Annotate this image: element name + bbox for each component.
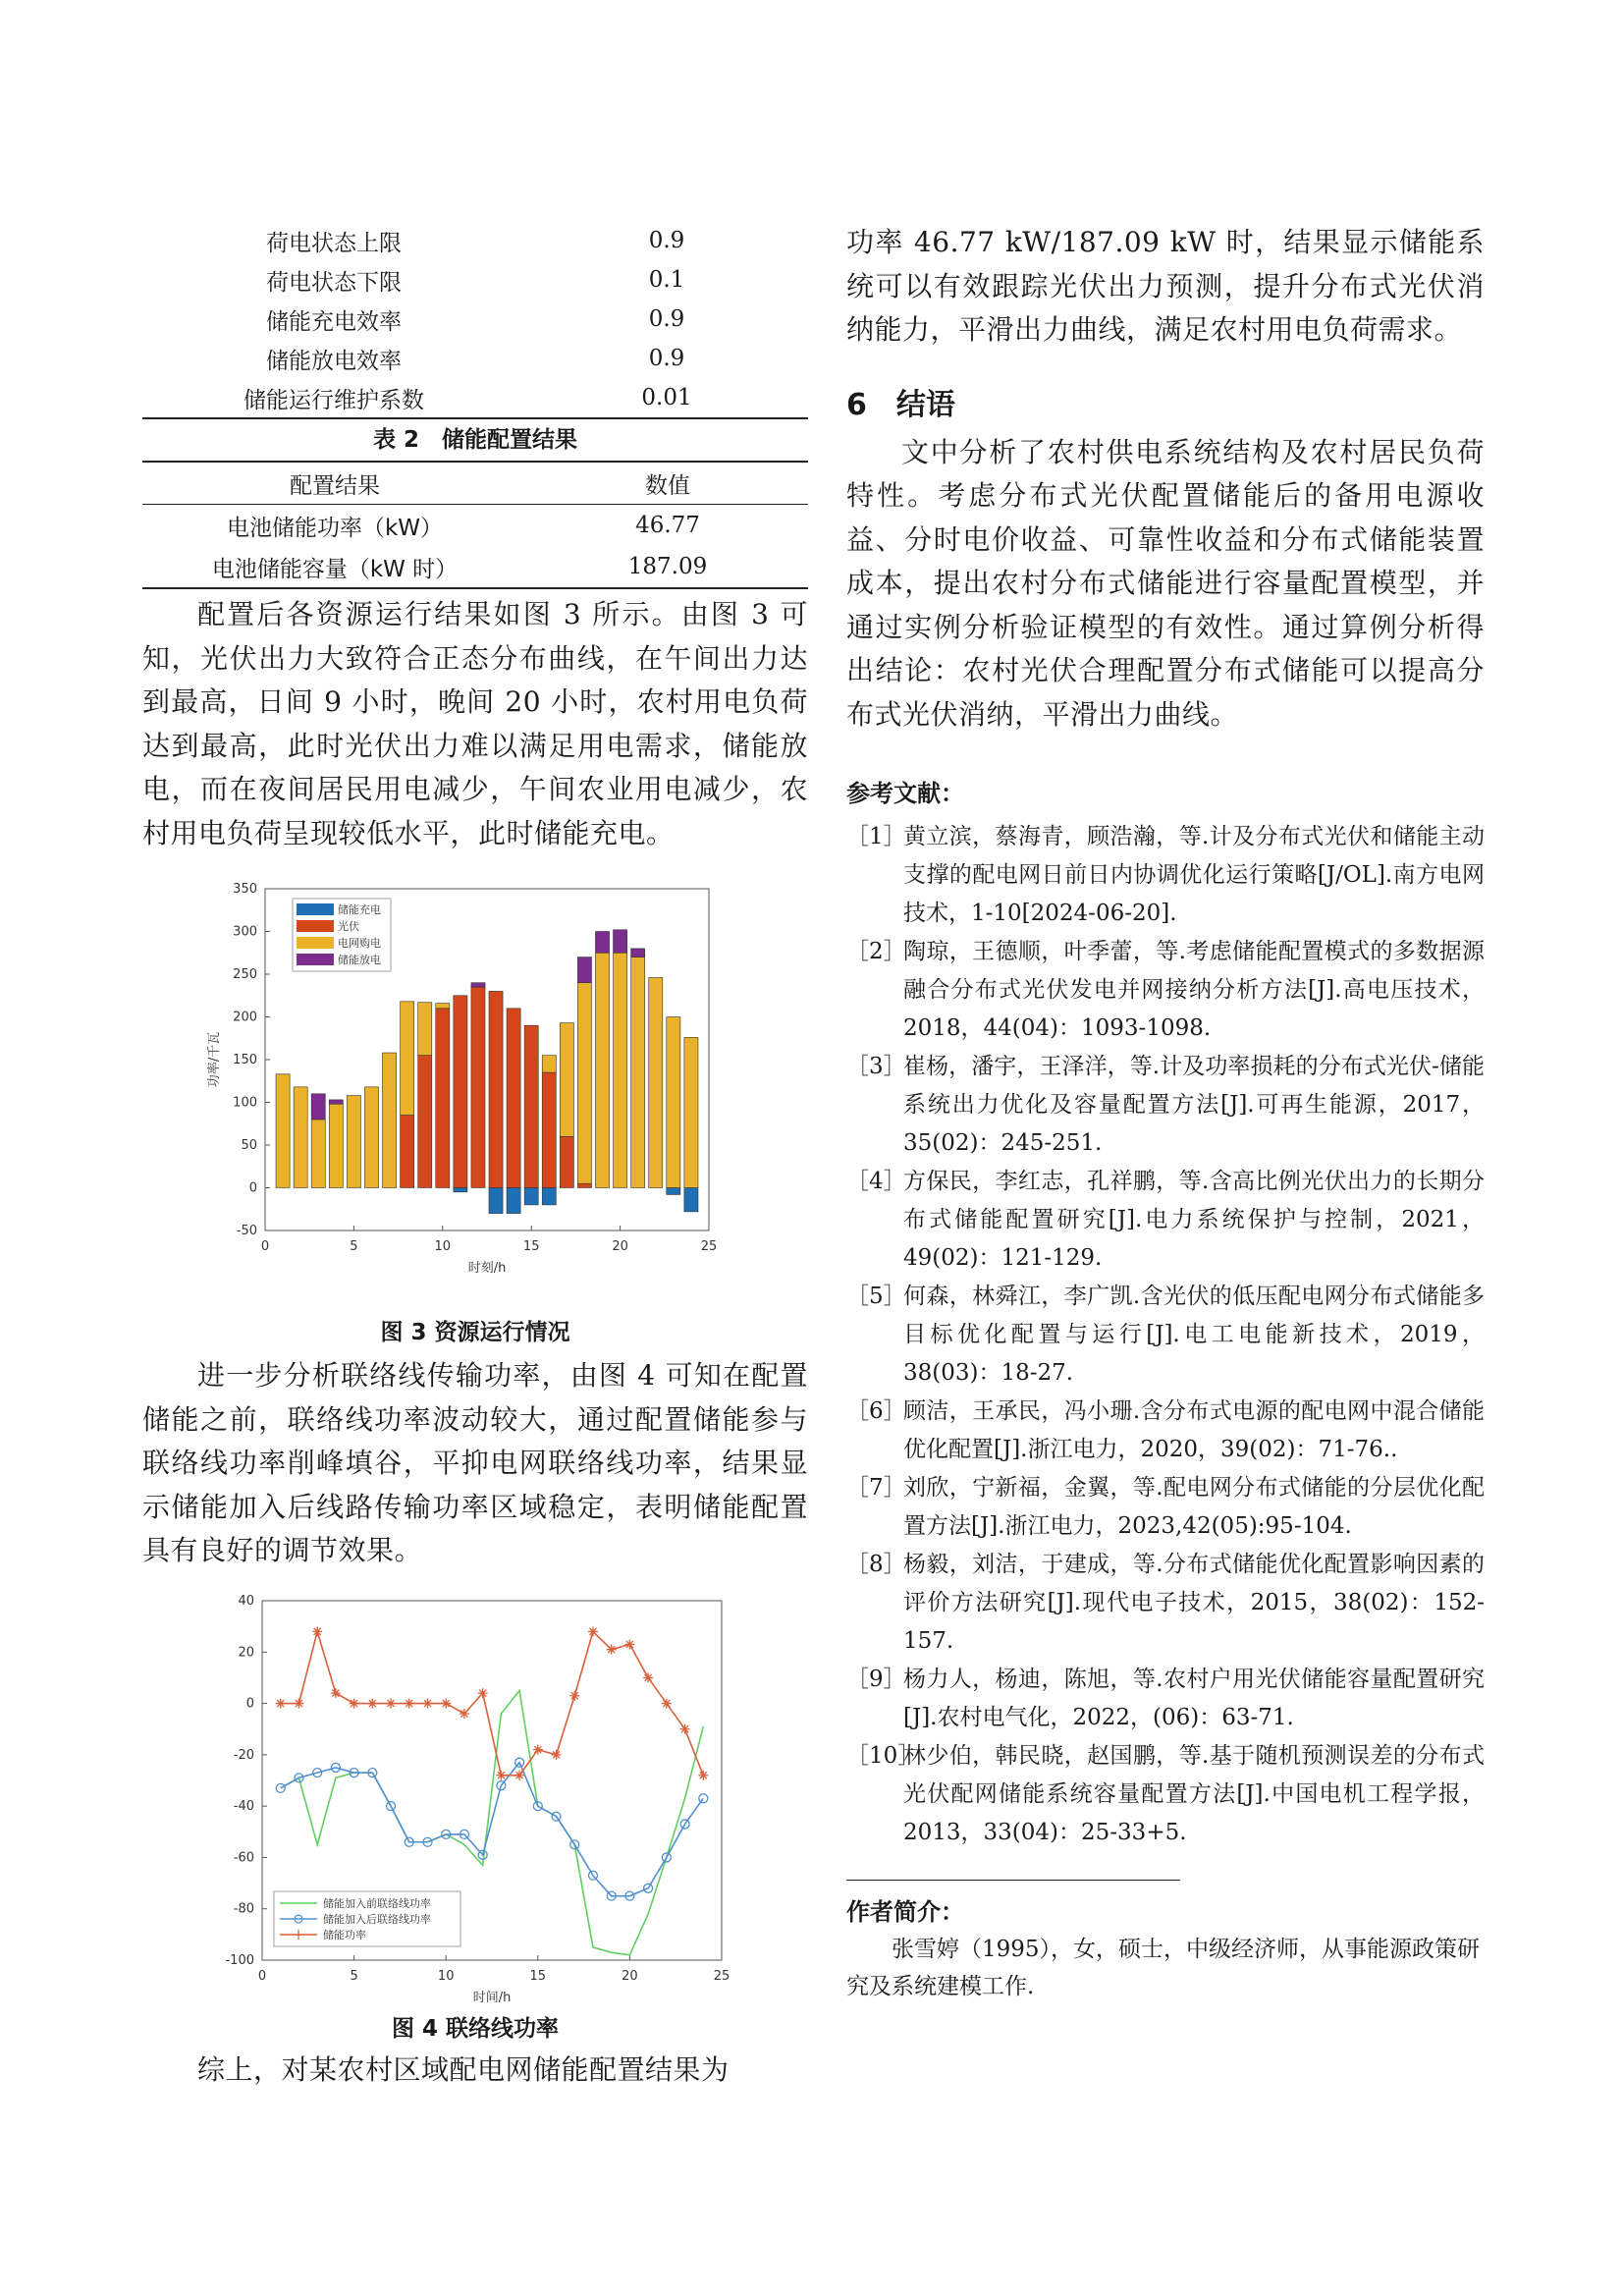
bar-segment xyxy=(329,1104,343,1187)
paragraph-fig4-analysis: 进一步分析联络线传输功率，由图 4 可知在配置储能之前，联络线功率波动较大，通过配置储能参与联络线功率削峰填谷，平抑电网联络线功率，结果显示储能加入后线路传输功率区域稳定，表明储能配置具有良好的调节效果。 xyxy=(142,1359,808,1566)
legend-label: 储能加入后联络线功率 xyxy=(323,1912,431,1926)
param-row xyxy=(142,378,808,418)
bar-segment xyxy=(577,957,591,983)
x-tick-label: 0 xyxy=(257,1968,267,1984)
reference-text: 杨毅，刘洁，于建成，等.分布式储能优化配置影响因素的评价方法研究[J].现代电子技术，2015，38(02)：152-157. xyxy=(903,1552,1485,1654)
bar-segment xyxy=(489,1188,503,1214)
reference-item xyxy=(846,1278,1485,1393)
y-tick-label: 350 xyxy=(233,882,257,897)
bar-segment xyxy=(401,1116,414,1188)
reference-number: ［5］ xyxy=(846,1284,906,1309)
reference-number: ［10］ xyxy=(846,1743,921,1769)
param-row xyxy=(142,300,808,339)
reference-text: 林少伯，韩民晓，赵国鹏，等.基于随机预测误差的分布式光伏配网储能系统容量配置方法[J].中国电机工程学报，2013，33(04)：25-33+5. xyxy=(903,1743,1485,1845)
bar-segment xyxy=(684,1037,698,1187)
bar-segment xyxy=(684,1188,698,1212)
bar-segment xyxy=(364,1087,378,1188)
reference-item xyxy=(846,1661,1485,1737)
bar-segment xyxy=(560,1136,573,1187)
reference-number: ［2］ xyxy=(846,939,906,964)
y-tick-label: -100 xyxy=(225,1952,254,1968)
x-tick-label: 10 xyxy=(437,1968,455,1984)
bar-segment xyxy=(276,1074,290,1188)
x-tick-label: 20 xyxy=(612,1239,628,1254)
bar-segment xyxy=(454,1188,467,1192)
reference-number: ［1］ xyxy=(846,824,906,849)
table2-header-name: 配置结果 xyxy=(142,462,527,505)
bar-segment xyxy=(418,1003,432,1056)
y-tick-label: 40 xyxy=(238,1593,254,1609)
bar-segment xyxy=(614,930,627,953)
reference-item xyxy=(846,933,1485,1048)
param-value: 0.9 xyxy=(648,346,685,371)
param-name: 储能充电效率 xyxy=(266,308,402,335)
param-value: 0.9 xyxy=(648,228,685,253)
bar-segment xyxy=(418,1056,432,1188)
x-tick-label: 5 xyxy=(350,1239,358,1254)
bar-segment xyxy=(454,996,467,1188)
reference-item xyxy=(846,1163,1485,1278)
bar-segment xyxy=(524,1025,538,1187)
bar-segment xyxy=(524,1188,538,1205)
x-tick-label: 15 xyxy=(529,1968,547,1984)
table2-value: 187.09 xyxy=(527,546,808,588)
y-tick-label: -40 xyxy=(233,1798,254,1814)
legend-swatch xyxy=(297,954,334,965)
legend-label: 储能充电 xyxy=(338,903,381,916)
bar-segment xyxy=(649,977,663,1187)
bar-segment xyxy=(542,1188,556,1205)
bar-segment xyxy=(507,1188,520,1214)
x-tick-label: 25 xyxy=(713,1968,730,1984)
figure-3-caption: 图 3 资源运行情况 xyxy=(380,1320,570,1345)
param-value: 0.1 xyxy=(648,267,685,293)
x-tick-label: 20 xyxy=(622,1968,638,1984)
reference-text: 方保民，李红志，孔祥鹏，等.含高比例光伏出力的长期分布式储能配置研究[J].电力系统保护与控制，2021，49(02)：121-129. xyxy=(903,1169,1485,1271)
reference-number: ［3］ xyxy=(846,1054,906,1079)
reference-text: 杨力人，杨迪，陈旭，等.农村户用光伏储能容量配置研究[J].农村电气化，2022，(06)：63-71. xyxy=(903,1667,1485,1730)
footnote-divider xyxy=(846,1880,1180,1881)
reference-list xyxy=(846,818,1485,1852)
y-tick-label: -20 xyxy=(233,1747,254,1763)
left-column xyxy=(142,221,808,2092)
bar-segment xyxy=(311,1094,325,1120)
right-column xyxy=(846,221,1485,2005)
y-tick-label: -50 xyxy=(236,1224,257,1238)
bar-segment xyxy=(294,1087,307,1188)
bar-segment xyxy=(401,1002,414,1116)
section-6-title: 6 结语 xyxy=(846,387,955,422)
x-tick-label: 15 xyxy=(522,1239,540,1254)
param-row xyxy=(142,339,808,378)
y-tick-label: 300 xyxy=(233,924,257,940)
legend-label: 储能功率 xyxy=(323,1928,366,1941)
table2-row xyxy=(142,505,808,547)
bar-segment xyxy=(329,1100,343,1104)
resource-bar-chart xyxy=(142,869,808,1311)
param-row xyxy=(142,260,808,300)
section-6-paragraph: 文中分析了农村供电系统结构及农村居民负荷特性。考虑分布式光伏配置储能后的备用电源收益、分时电价收益、可靠性收益和分布式储能装置成本，提出农村分布式储能进行容量配置模型，并通过实例分析验证模型的有效性。通过算例分析得出结论：农村光伏合理配置分布式储能可以提高分布式光伏消纳，平滑出力曲线。 xyxy=(846,435,1485,731)
reference-text: 顾洁，王承民，冯小珊.含分布式电源的配电网中混合储能优化配置[J].浙江电力，2020，39(02)：71-76.. xyxy=(903,1398,1485,1462)
bar-segment xyxy=(436,1004,450,1009)
x-tick-label: 10 xyxy=(434,1239,452,1254)
param-name: 荷电状态下限 xyxy=(266,269,402,296)
figure-3 xyxy=(142,869,808,1311)
x-tick-label: 5 xyxy=(350,1968,358,1984)
y-tick-label: 20 xyxy=(238,1644,254,1660)
bar-segment xyxy=(471,983,485,987)
reference-text: 刘欣，宁新福，金翼，等.配电网分布式储能的分层优化配置方法[J].浙江电力，2023,42(05):95-104. xyxy=(903,1475,1485,1539)
author-title: 作者简介： xyxy=(846,1898,964,1926)
x-tick-label: 25 xyxy=(700,1239,718,1254)
legend-label: 光伏 xyxy=(338,920,359,933)
figure-4 xyxy=(142,1589,808,2009)
table2 xyxy=(142,461,808,589)
param-value: 0.9 xyxy=(648,306,685,332)
legend-swatch xyxy=(297,920,334,932)
reference-number: ［9］ xyxy=(846,1667,906,1692)
y-tick-label: 250 xyxy=(233,967,257,982)
y-tick-label: 200 xyxy=(233,1010,257,1025)
table2-header-value: 数值 xyxy=(527,462,808,505)
reference-number: ［7］ xyxy=(846,1475,906,1501)
legend-label: 储能放电 xyxy=(338,954,381,966)
reference-number: ［8］ xyxy=(846,1552,906,1577)
legend-swatch xyxy=(297,937,334,949)
bar-segment xyxy=(631,949,645,957)
author-bio: 张雪婷（1995），女，硕士，中级经济师，从事能源政策研究及系统建模工作. xyxy=(846,1937,1481,1999)
bar-segment xyxy=(471,987,485,1187)
bar-segment xyxy=(347,1096,360,1188)
bar-segment xyxy=(507,1009,520,1188)
param-value: 0.01 xyxy=(525,378,808,418)
reference-text: 何森，林舜江，李广凯.含光伏的低压配电网分布式储能多目标优化配置与运行[J].电工电能新技术，2019，38(03)：18-27. xyxy=(903,1284,1485,1386)
y-tick-label: 0 xyxy=(245,1696,254,1712)
reference-number: ［4］ xyxy=(846,1169,906,1194)
y-tick-label: 150 xyxy=(233,1053,257,1067)
reference-number: ［6］ xyxy=(846,1398,906,1424)
y-tick-label: -60 xyxy=(233,1849,254,1865)
figure-4-caption: 图 4 联络线功率 xyxy=(391,2015,560,2042)
bar-segment xyxy=(560,1023,573,1137)
legend-label: 储能加入前联络线功率 xyxy=(323,1896,431,1910)
paragraph-summary-cont: 功率 46.77 kW/187.09 kW 时，结果显示储能系统可以有效跟踪光伏出力预测，提升分布式光伏消纳能力，平滑出力曲线，满足农村用电负荷需求。 xyxy=(846,226,1485,346)
table2-name: 电池储能功率（kW） xyxy=(226,515,444,541)
reference-text: 黄立滨，蔡海青，顾浩瀚，等.计及分布式光伏和储能主动支撑的配电网日前日内协调优化运行策略[J/OL].南方电网技术，1-10[2024-06-20]. xyxy=(903,824,1485,926)
y-tick-label: 50 xyxy=(241,1138,257,1153)
bar-segment xyxy=(667,1188,680,1195)
reference-item xyxy=(846,818,1485,933)
reference-item xyxy=(846,1546,1485,1661)
bar-segment xyxy=(577,983,591,1183)
y-axis-label: 功率/千瓦 xyxy=(207,1031,222,1088)
bar-segment xyxy=(489,991,503,1187)
tie-line-power-chart xyxy=(142,1589,808,2009)
x-axis-label: 时间/h xyxy=(472,1990,512,2005)
bar-segment xyxy=(383,1053,397,1187)
param-row xyxy=(142,221,808,260)
reference-item xyxy=(846,1393,1485,1469)
param-table xyxy=(142,221,808,419)
y-tick-label: -80 xyxy=(233,1901,254,1917)
bar-segment xyxy=(667,1017,680,1188)
reference-item xyxy=(846,1737,1485,1852)
legend-swatch xyxy=(297,903,334,915)
bar-segment xyxy=(542,1056,556,1072)
paragraph-fig3-analysis: 配置后各资源运行结果如图 3 所示。由图 3 可知，光伏出力大致符合正态分布曲线，在午间出力达到最高，日间 9 小时，晚间 20 小时，农村用电负荷达到最高，此时光伏出力难以满足用电需求，储能放电，而在夜间居民用电减少，午间农业用电减少，农村用电负荷呈现较低水平，此时储能充电。 xyxy=(142,598,808,849)
y-tick-label: 100 xyxy=(233,1095,257,1111)
reference-text: 陶琼，王德顺，叶季蕾，等.考虑储能配置模式的多数据源融合分布式光伏发电并网接纳分析方法[J].高电压技术，2018，44(04)：1093-1098. xyxy=(903,939,1485,1041)
bar-segment xyxy=(595,953,609,1187)
bar-segment xyxy=(436,1009,450,1188)
table2-caption: 表 2 储能配置结果 xyxy=(372,427,577,453)
bar-segment xyxy=(631,957,645,1188)
param-name: 储能运行维护系数 xyxy=(142,378,525,418)
table2-value: 46.77 xyxy=(635,513,700,538)
param-name: 荷电状态上限 xyxy=(266,230,402,256)
bar-segment xyxy=(577,1183,591,1187)
bar-segment xyxy=(595,932,609,954)
bar-segment xyxy=(311,1120,325,1188)
x-tick-label: 0 xyxy=(260,1239,270,1254)
references-title: 参考文献： xyxy=(846,780,964,807)
y-tick-label: 0 xyxy=(248,1180,257,1196)
table2-name: 电池储能容量（kW 时） xyxy=(142,546,527,588)
table2-row xyxy=(142,546,808,588)
legend-label: 电网购电 xyxy=(338,937,381,950)
bar-segment xyxy=(614,953,627,1187)
reference-text: 崔杨，潘宇，王泽洋，等.计及功率损耗的分布式光伏-储能系统出力优化及容量配置方法[J].可再生能源，2017，35(02)：245-251. xyxy=(903,1054,1485,1156)
reference-item xyxy=(846,1048,1485,1163)
reference-item xyxy=(846,1469,1485,1546)
param-name: 储能放电效率 xyxy=(266,348,402,374)
paragraph-summary-start: 综上，对某农村区域配电网储能配置结果为 xyxy=(197,2052,730,2086)
bar-segment xyxy=(542,1072,556,1187)
x-axis-label: 时刻/h xyxy=(467,1261,507,1276)
